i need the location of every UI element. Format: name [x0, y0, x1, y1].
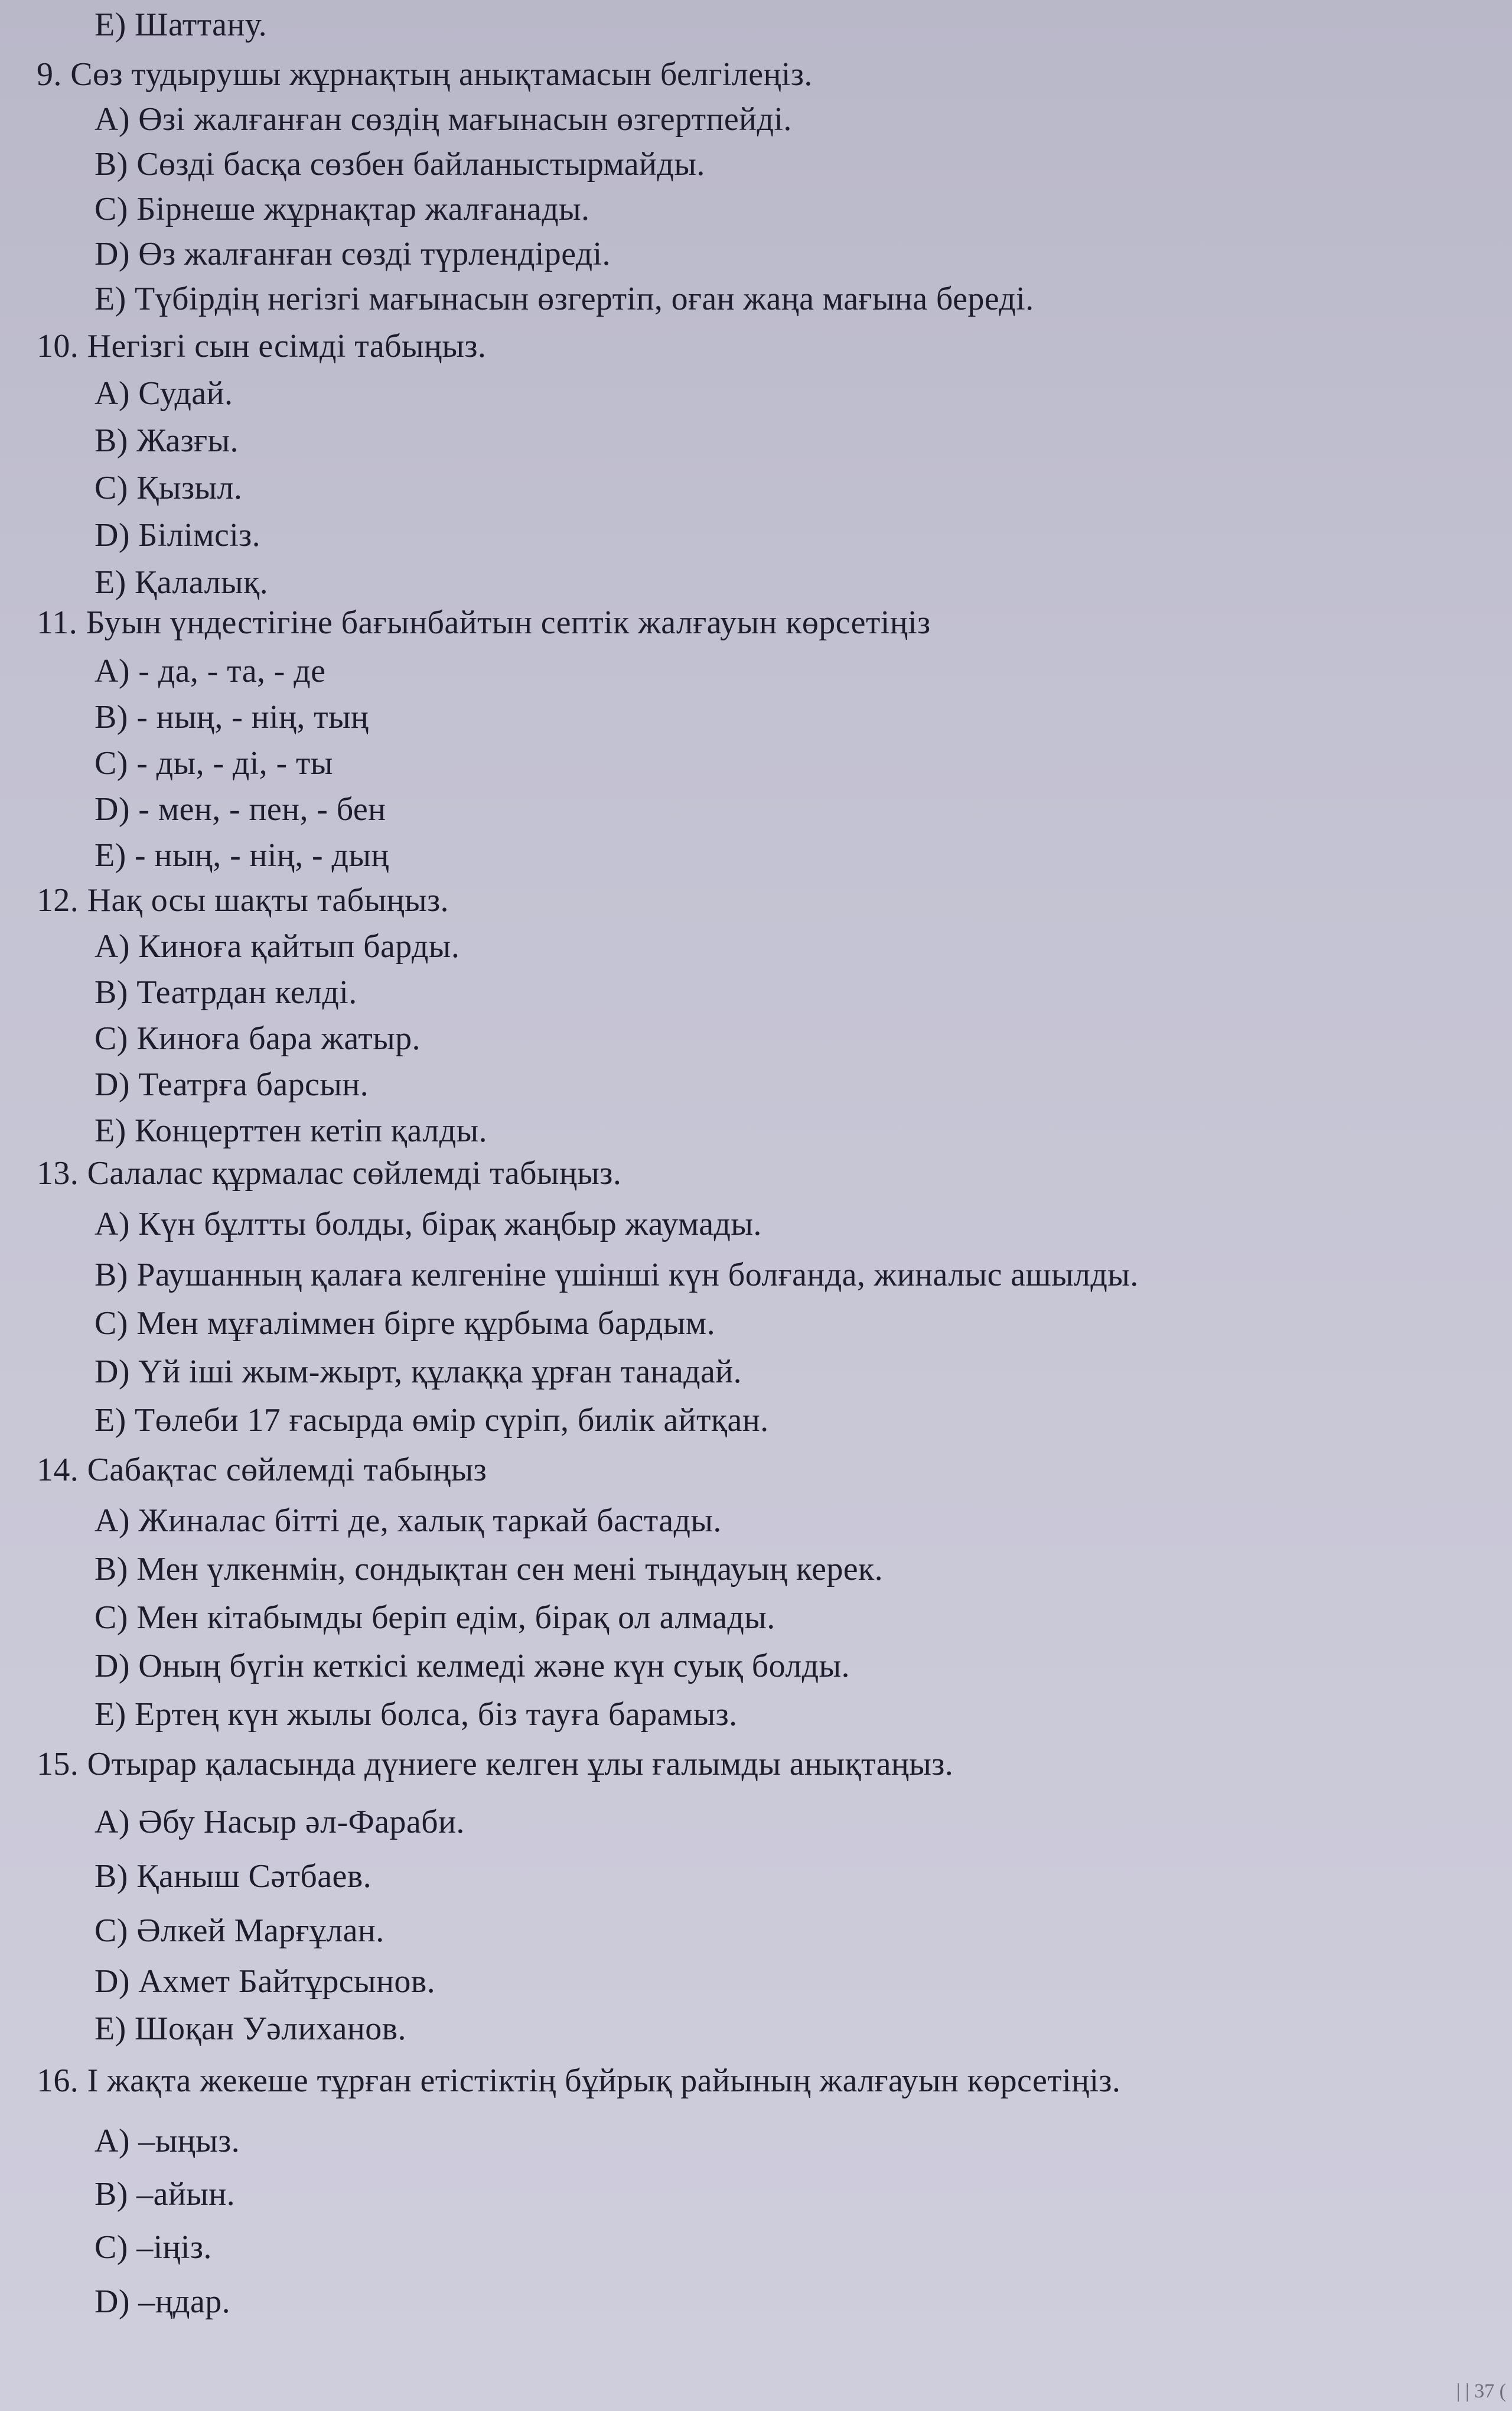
- option-line: A) Күн бұлтты болды, бірақ жаңбыр жаумады.: [94, 1206, 762, 1242]
- question-line: 14. Сабақтас сөйлемді табыңыз: [37, 1452, 487, 1488]
- option-line: C) Мен кітабымды беріп едім, бірақ ол алмады.: [94, 1599, 775, 1636]
- option-line: D) - мен, - пен, - бен: [94, 791, 386, 828]
- question-line: 11. Буын үндестігіне бағынбайтын септік жалғауын көрсетіңіз: [37, 604, 931, 641]
- option-line: E) Қалалық.: [94, 564, 269, 601]
- option-line: B) Мен үлкенмін, сондықтан сен мені тыңдауың керек.: [94, 1551, 884, 1587]
- option-line: A) Жиналас бітті де, халық таркай бастады.: [94, 1502, 722, 1539]
- page-number: | | 37 (: [1456, 2380, 1506, 2402]
- option-line: D) Білімсіз.: [94, 517, 261, 554]
- option-line: B) Театрдан келді.: [94, 974, 357, 1011]
- option-line: E) Шоқан Уәлиханов.: [94, 2010, 406, 2047]
- option-line: D) –ңдар.: [94, 2283, 231, 2320]
- option-line: B) - ның, - нің, тың: [94, 699, 369, 736]
- option-line: C) Бірнеше жұрнақтар жалғанады.: [94, 191, 590, 227]
- option-line: A) Әбу Насыр әл-Фараби.: [94, 1804, 465, 1840]
- text-line: E) Шаттану.: [94, 6, 268, 43]
- option-line: E) - ның, - нің, - дың: [94, 837, 389, 874]
- option-line: A) - да, - та, - де: [94, 653, 326, 689]
- option-line: E) Түбірдің негізгі мағынасын өзгертіп, оған жаңа мағына береді.: [94, 281, 1034, 317]
- option-line: A) Судай.: [94, 375, 233, 412]
- question-line: 13. Салалас құрмалас сөйлемді табыңыз.: [37, 1155, 622, 1192]
- option-line: D) Театрға барсын.: [94, 1066, 369, 1103]
- option-line: B) Сөзді басқа сөзбен байланыстырмайды.: [94, 146, 705, 183]
- option-line: A) Киноға қайтып барды.: [94, 928, 460, 965]
- option-line: C) Әлкей Марғұлан.: [94, 1912, 384, 1949]
- question-line: 16. I жақта жекеше тұрған етістіктің бұйрық райының жалғауын көрсетіңіз.: [37, 2062, 1121, 2099]
- question-line: 9. Сөз тудырушы жұрнақтың анықтамасын белгілеңіз.: [37, 56, 813, 93]
- question-line: 12. Нақ осы шақты табыңыз.: [37, 882, 449, 919]
- question-line: 10. Негізгі сын есімді табыңыз.: [37, 328, 487, 365]
- option-line: C) Қызыл.: [94, 470, 243, 506]
- option-line: C) Киноға бара жатыр.: [94, 1020, 421, 1057]
- option-line: B) Раушанның қалаға келгеніне үшінші күн болғанда, жиналыс ашылды.: [94, 1257, 1139, 1293]
- option-line: C) Мен мұғаліммен бірге құрбыма бардым.: [94, 1305, 715, 1342]
- option-line: B) Жазғы.: [94, 422, 239, 459]
- option-line: C) - ды, - ді, - ты: [94, 745, 333, 782]
- option-line: D) Ахмет Байтұрсынов.: [94, 1963, 436, 2000]
- option-line: D) Өз жалғанған сөзді түрлендіреді.: [94, 236, 611, 272]
- option-line: C) –іңіз.: [94, 2229, 212, 2266]
- option-line: A) –ыңыз.: [94, 2123, 240, 2159]
- option-line: D) Үй іші жым-жырт, құлаққа ұрған танадай.: [94, 1353, 742, 1390]
- option-line: E) Концерттен кетіп қалды.: [94, 1112, 487, 1149]
- option-line: A) Өзі жалғанған сөздің мағынасын өзгертпейді.: [94, 101, 792, 138]
- question-line: 15. Отырар қаласында дүниеге келген ұлы ғалымды анықтаңыз.: [37, 1746, 954, 1782]
- option-line: E) Ертең күн жылы болса, біз тауға барамыз.: [94, 1696, 738, 1733]
- option-line: B) Қаныш Сәтбаев.: [94, 1858, 372, 1895]
- option-line: B) –айын.: [94, 2176, 236, 2212]
- option-line: D) Оның бүгін кеткісі келмеді және күн суық болды.: [94, 1648, 850, 1684]
- option-line: E) Төлеби 17 ғасырда өмір сүріп, билік айтқан.: [94, 1402, 769, 1439]
